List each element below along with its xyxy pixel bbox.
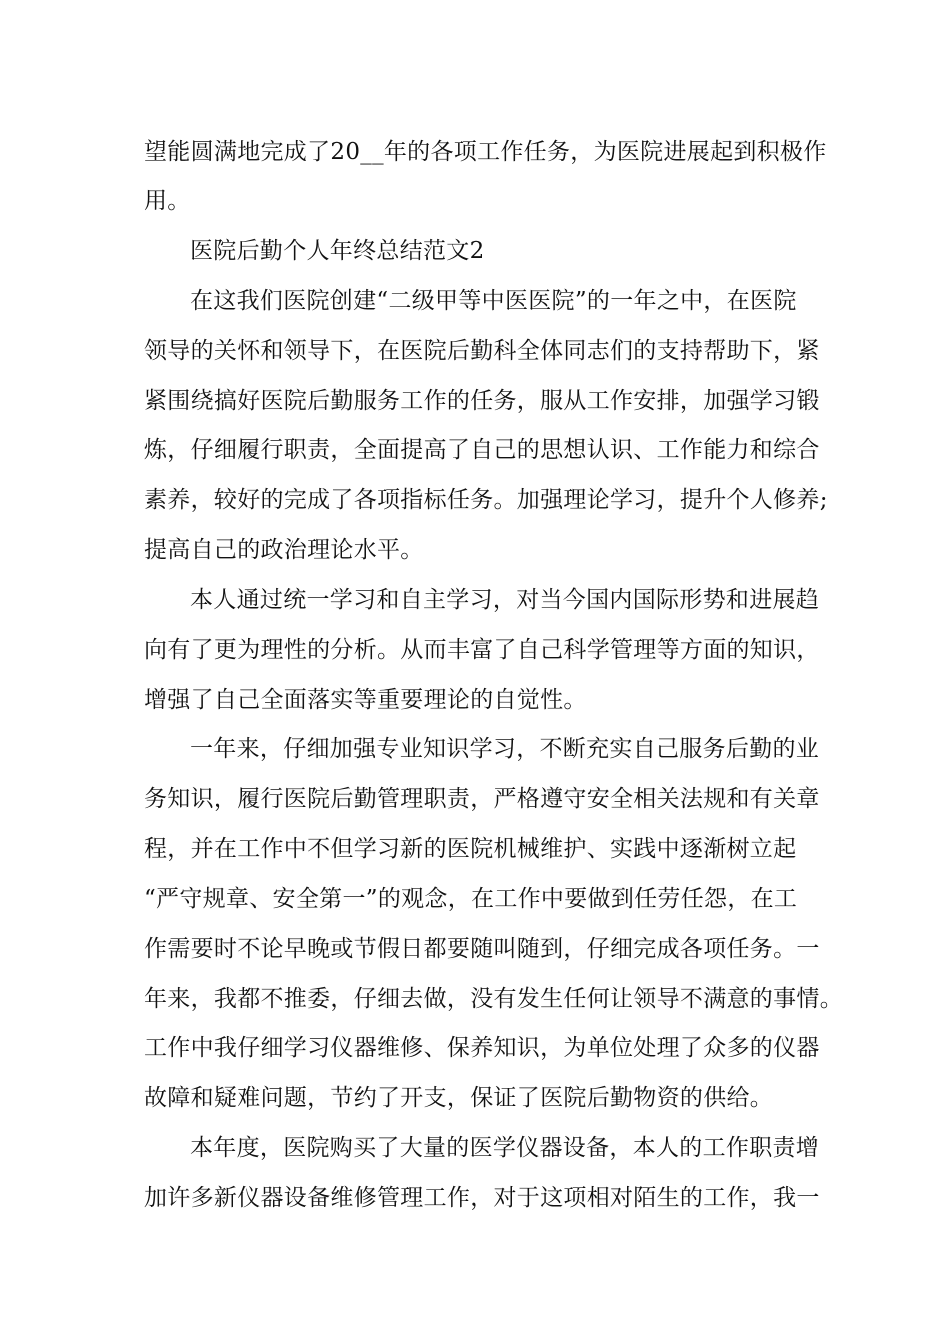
text-line: 在这我们医院创建“二级甲等中医医院”的一年之中，在医院 (190, 288, 797, 314)
text-line: 用。 (144, 188, 191, 214)
text-line: 一年来，仔细加强专业知识学习，不断充实自己服务后勤的业 (190, 736, 820, 762)
text-line: 素养，较好的完成了各项指标任务。加强理论学习，提升个人修养; (144, 487, 828, 513)
text-line: 年来，我都不推委，仔细去做，没有发生任何让领导不满意的事情。 (144, 986, 843, 1012)
text-line: 加许多新仪器设备维修管理工作，对于这项相对陌生的工作，我一 (144, 1185, 820, 1211)
text-line: 望能圆满地完成了20__年的各项工作任务，为医院进展起到积极作 (144, 139, 827, 165)
text-line: 本人通过统一学习和自主学习，对当今国内国际形势和进展趋 (190, 587, 820, 613)
text-line: 领导的关怀和领导下，在医院后勤科全体同志们的支持帮助下，紧 (144, 338, 820, 364)
text-line: 程，并在工作中不但学习新的医院机械维护、实践中逐渐树立起 (144, 836, 797, 862)
text-line: 故障和疑难问题，节约了开支，保证了医院后勤物资的供给。 (144, 1085, 774, 1111)
text-line: 作需要时不论早晚或节假日都要随叫随到，仔细完成各项任务。一 (144, 936, 820, 962)
text-line: 提高自己的政治理论水平。 (144, 537, 424, 563)
text-line: 炼，仔细履行职责，全面提高了自己的思想认识、工作能力和综合 (144, 437, 820, 463)
text-line: 本年度，医院购买了大量的医学仪器设备，本人的工作职责增 (190, 1135, 820, 1161)
text-line: 工作中我仔细学习仪器维修、保养知识，为单位处理了众多的仪器 (144, 1035, 820, 1061)
section-heading: 医院后勤个人年终总结范文2 (190, 238, 485, 264)
text-line: 务知识，履行医院后勤管理职责，严格遵守安全相关法规和有关章 (144, 786, 820, 812)
text-line: 向有了更为理性的分析。从而丰富了自己科学管理等方面的知识， (144, 637, 820, 663)
text-line: 紧围绕搞好医院后勤服务工作的任务，服从工作安排，加强学习锻 (144, 388, 820, 414)
text-line: 增强了自己全面落实等重要理论的自觉性。 (144, 687, 587, 713)
text-line: “严守规章、安全第一”的观念，在工作中要做到任劳任怨，在工 (144, 886, 798, 912)
